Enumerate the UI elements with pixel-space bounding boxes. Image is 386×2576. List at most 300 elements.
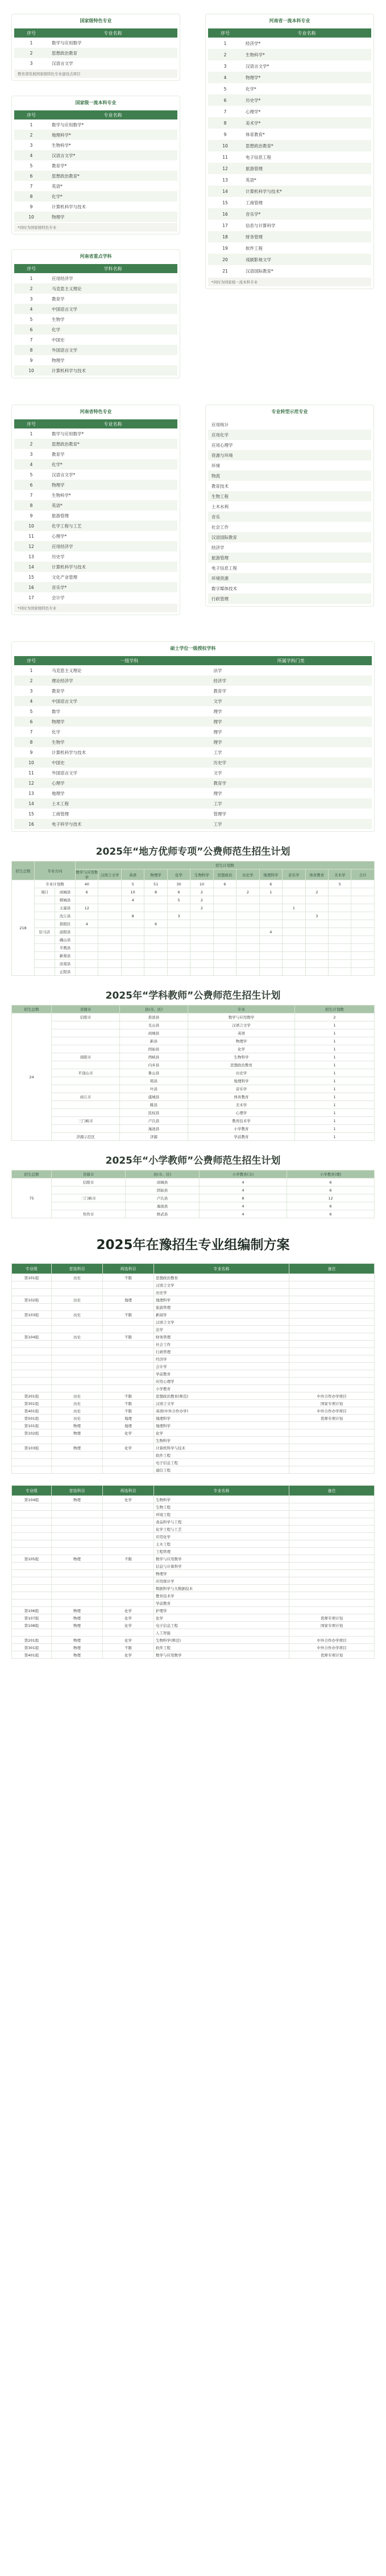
list-item <box>208 460 371 471</box>
table-cell: 应用化学 <box>208 430 371 440</box>
table-cell <box>305 896 328 904</box>
table-cell: 应用经济学 <box>48 541 177 551</box>
table-cell: 10 <box>14 212 48 222</box>
table-cell <box>103 1348 154 1355</box>
table-row <box>14 665 372 675</box>
table-cell: 马克思主义理论 <box>52 667 82 673</box>
national-featured-card <box>11 14 180 81</box>
table-cell <box>289 1511 375 1518</box>
table-row <box>12 1178 375 1186</box>
table-row <box>12 1622 375 1629</box>
table-cell <box>259 960 282 968</box>
table-cell: 新闻学 <box>154 1311 289 1318</box>
table-cell: 1 <box>295 1045 375 1053</box>
table-cell: 音乐学 <box>283 869 305 880</box>
table-cell <box>98 880 121 888</box>
table-cell <box>289 1518 375 1526</box>
table-cell: 物理 <box>52 1607 103 1614</box>
table-cell: 优师专项计划 <box>289 1651 375 1659</box>
table-row <box>12 1637 375 1644</box>
table-cell: 8 <box>208 117 242 129</box>
table-cell: 8 <box>144 888 167 896</box>
table-row <box>208 197 371 208</box>
table-cell <box>289 1311 375 1318</box>
table-cell: 15 <box>28 574 34 580</box>
column-header: 所属学科门类 <box>210 656 372 665</box>
table-cell: 英语 <box>121 869 144 880</box>
table-cell: 学前教育 <box>154 1370 289 1378</box>
table-cell <box>52 1037 120 1045</box>
table-cell: 14 <box>14 562 48 572</box>
table-cell: 郸城县 <box>55 896 76 904</box>
table-cell <box>167 960 190 968</box>
table-cell: 体育教育 <box>305 869 328 880</box>
table-cell: 物理 <box>52 1644 103 1651</box>
table-cell <box>213 888 236 896</box>
table-cell: 6 <box>167 888 190 896</box>
table-cell <box>52 1125 120 1133</box>
table-cell: 第104组 <box>12 1333 52 1341</box>
table-row <box>12 1607 375 1614</box>
column-header: 序号 <box>208 28 242 38</box>
table-cell: 7 <box>30 729 33 735</box>
card-title: 硕士学位一级授权学科 <box>170 646 216 651</box>
table-cell <box>52 1085 120 1093</box>
table-row <box>14 459 177 469</box>
table-cell <box>236 912 259 920</box>
table-row <box>14 706 372 716</box>
table-row <box>12 1370 375 1378</box>
table-row <box>14 365 177 376</box>
table-row <box>12 1029 375 1037</box>
table-cell <box>52 1540 103 1548</box>
table-cell: 21 <box>222 268 228 274</box>
table-cell <box>12 1452 52 1459</box>
table-cell <box>52 1370 103 1378</box>
table-cell <box>52 1526 103 1533</box>
table-cell: 汉语言文学* <box>246 63 269 69</box>
table-cell: 音乐学 <box>188 1085 295 1093</box>
table-cell: 3 <box>30 142 33 148</box>
table-cell: 第301组 <box>12 1400 52 1407</box>
table-cell <box>76 960 98 968</box>
card-title: 专业转型示范专业 <box>271 409 308 414</box>
table-cell: 1 <box>295 1037 375 1045</box>
table-cell <box>98 912 121 920</box>
table-row <box>14 345 177 355</box>
table-cell <box>190 968 213 976</box>
table-cell <box>289 1296 375 1304</box>
table-cell: 地理科学* <box>48 130 177 140</box>
column-header: 首选科目 <box>52 1486 103 1496</box>
table-cell: 5 <box>30 472 33 477</box>
table-cell: 4 <box>14 459 48 469</box>
table-cell <box>289 1533 375 1540</box>
table-cell <box>12 1281 52 1289</box>
table-cell: 电子信息工程 <box>246 154 271 160</box>
table-cell <box>167 904 190 912</box>
table-row <box>14 768 372 778</box>
table-cell: 8 <box>14 737 48 747</box>
table-cell <box>52 1533 103 1540</box>
column-header: 备注 <box>289 1486 375 1496</box>
table-cell: 10 <box>14 521 48 531</box>
table-cell: 历史 <box>52 1296 103 1304</box>
table-cell: 第104组 <box>12 1496 52 1503</box>
table-cell <box>259 952 282 960</box>
table-cell <box>52 1563 103 1570</box>
table-cell: 中国史 <box>52 337 65 343</box>
table-cell <box>98 920 121 928</box>
table-cell <box>52 1326 103 1333</box>
table-cell: 正阳县 <box>55 968 76 976</box>
table-cell: 理学 <box>213 729 222 735</box>
table-row <box>208 83 371 94</box>
table-cell <box>283 888 305 896</box>
table-cell <box>289 1274 375 1281</box>
table-cell <box>103 1600 154 1607</box>
table-row <box>14 304 177 314</box>
column-header: 招生总数 <box>12 1005 52 1013</box>
table-cell: 环境资源 <box>208 573 371 583</box>
table-cell: 第102组 <box>12 1429 52 1437</box>
table-cell <box>289 1333 375 1341</box>
table-row <box>208 72 371 83</box>
table-row <box>14 562 177 572</box>
table-cell: 化学* <box>48 459 177 469</box>
table-row <box>12 1555 375 1563</box>
table-cell: 法学 <box>154 1326 289 1333</box>
table-cell <box>12 1304 52 1311</box>
table-cell: 思想政治教育 <box>48 48 177 58</box>
table-cell <box>52 1289 103 1296</box>
table-cell: 卢氏县 <box>120 1117 188 1125</box>
table-cell <box>289 1452 375 1459</box>
table-cell <box>305 944 328 952</box>
right-column <box>205 14 374 304</box>
table-cell <box>283 944 305 952</box>
table-cell: 经济学 <box>211 545 225 550</box>
table-cell: 生物工程 <box>154 1503 289 1511</box>
table-cell: 第501组 <box>12 1415 52 1422</box>
table-cell: 外国语言文学 <box>48 345 177 355</box>
table-row <box>14 130 177 140</box>
table-cell <box>289 1355 375 1363</box>
table-cell: 1 <box>295 1125 375 1133</box>
table-cell: 第107组 <box>12 1614 52 1622</box>
table-cell: 通信工程 <box>154 1466 289 1474</box>
table-cell <box>12 1577 52 1585</box>
table-row <box>14 737 372 747</box>
table-cell: 6 <box>213 880 236 888</box>
table-cell <box>103 1378 154 1385</box>
table-row <box>12 1422 375 1429</box>
table-cell <box>98 968 121 976</box>
column-header: 再选科目 <box>103 1486 154 1496</box>
table-cell: 6 <box>287 1186 375 1194</box>
table-cell: 9 <box>30 357 33 363</box>
table-cell <box>52 1101 120 1109</box>
table-row <box>12 1540 375 1548</box>
table-cell: 音乐 <box>208 512 371 522</box>
column-header: 专业名称 <box>154 1264 289 1274</box>
table-cell <box>52 1077 120 1085</box>
table-cell: 2 <box>14 130 48 140</box>
table-cell: 经济学* <box>246 40 261 46</box>
table-cell: 1 <box>295 1101 375 1109</box>
table-row <box>208 163 371 174</box>
table-cell <box>289 1326 375 1333</box>
table-row <box>12 1437 375 1444</box>
table-cell: 地理 <box>103 1296 154 1304</box>
table-cell: 商城县 <box>120 1029 188 1037</box>
table-cell <box>289 1629 375 1637</box>
table-row <box>14 355 177 365</box>
table-cell: 4 <box>200 1210 287 1218</box>
list-item <box>208 491 371 501</box>
table-cell: 管理学 <box>213 811 226 817</box>
table-cell <box>236 944 259 952</box>
table-cell: 汉语言文学* <box>48 150 177 160</box>
table-row <box>12 936 375 944</box>
table-cell: 历史 <box>52 1415 103 1422</box>
table-cell: 3 <box>305 912 328 920</box>
table-cell <box>190 952 213 960</box>
list-item <box>208 440 371 450</box>
table-cell <box>289 1370 375 1378</box>
table-row <box>208 151 371 163</box>
table-cell <box>103 1385 154 1392</box>
table-cell: 音乐学* <box>242 208 371 220</box>
table-row <box>14 696 372 706</box>
table-cell: 教育学 <box>213 688 226 694</box>
table-cell <box>12 1370 52 1378</box>
table-cell <box>52 1452 103 1459</box>
table-row <box>12 1600 375 1607</box>
table-cell <box>103 1518 154 1526</box>
table-cell <box>12 1437 52 1444</box>
table-cell <box>103 1577 154 1585</box>
table-cell: 第103组 <box>12 1444 52 1452</box>
table-cell <box>289 1570 375 1577</box>
table-cell <box>98 936 121 944</box>
table-cell: 商丘市 <box>52 1093 120 1101</box>
table-cell: 6 <box>287 1178 375 1186</box>
table-cell: 2 <box>14 675 48 686</box>
table-cell: 5 <box>328 880 351 888</box>
table-cell: 7 <box>30 492 33 498</box>
table-cell: 历史学* <box>242 94 371 106</box>
table-cell: 郏县 <box>120 1077 188 1085</box>
list-item <box>208 593 371 604</box>
table-cell <box>52 1503 103 1511</box>
table-row <box>14 531 177 541</box>
table-cell: 工学 <box>210 819 372 829</box>
table-cell: 法学 <box>213 667 222 673</box>
table-cell <box>259 912 282 920</box>
table-cell: 4 <box>14 696 48 706</box>
column-header: 序号 <box>14 264 48 273</box>
table-row <box>12 1109 375 1117</box>
column-header: 专业名称 <box>48 28 177 38</box>
table-cell: 工学 <box>210 798 372 809</box>
table-cell: 物理 <box>52 1444 103 1452</box>
table-cell: 文学 <box>210 696 372 706</box>
table-cell: 化学 <box>103 1429 154 1437</box>
table-cell: 美术学 <box>188 1101 295 1109</box>
table-cell <box>35 968 55 976</box>
table-cell: 12 <box>14 541 48 551</box>
table-cell <box>35 936 55 944</box>
table-cell: 51 <box>144 880 167 888</box>
table-cell: 6 <box>287 1202 375 1210</box>
table-row <box>12 1577 375 1585</box>
table-cell: 民权县 <box>120 1109 188 1117</box>
plan1-table <box>11 861 375 976</box>
table-cell: 数学与应用数学 <box>188 1013 295 1021</box>
table-cell: 工商管理 <box>52 811 69 817</box>
table-cell <box>259 920 282 928</box>
table-cell: 物理 <box>52 1422 103 1429</box>
table-cell <box>289 1503 375 1511</box>
table-cell <box>12 1466 52 1474</box>
table-row <box>12 1077 375 1085</box>
table-cell <box>289 1607 375 1614</box>
table-cell: 9 <box>30 204 33 209</box>
table-cell: 电子信息工程 <box>154 1622 289 1629</box>
table-row <box>12 1518 375 1526</box>
table-cell: 第401组 <box>12 1407 52 1415</box>
table-cell <box>213 904 236 912</box>
table-row <box>12 1614 375 1622</box>
table-row <box>208 117 371 129</box>
table-cell: 汉语言文学 <box>98 869 121 880</box>
table-cell: 2 <box>190 896 213 904</box>
table-cell: 周口 <box>35 888 55 896</box>
table-row <box>208 38 371 49</box>
table-cell: 生物学 <box>52 316 65 322</box>
table-cell: 应用心理学 <box>154 1378 289 1385</box>
table-row <box>14 324 177 335</box>
list-item <box>208 532 371 542</box>
table-cell: 英语* <box>52 183 63 189</box>
table-cell <box>35 904 55 912</box>
table-cell: 人工智能 <box>154 1629 289 1637</box>
table-cell <box>35 952 55 960</box>
table-cell: 3 <box>30 60 33 66</box>
table-cell: 济源示范区 <box>52 1133 120 1141</box>
table-cell: 12 <box>287 1194 375 1202</box>
table-row <box>12 1274 375 1281</box>
table-row <box>14 38 177 48</box>
table-cell <box>289 1289 375 1296</box>
table-row <box>12 1085 375 1093</box>
table-row <box>12 1013 375 1021</box>
plan3-title: 2025年“小学教师”公费师范生招生计划 <box>105 1155 281 1167</box>
column-header: 省辖市 <box>52 1170 126 1178</box>
table-cell: 思想政治 <box>213 869 236 880</box>
table-cell <box>121 968 144 976</box>
table-cell <box>213 896 236 904</box>
table-cell <box>103 1540 154 1548</box>
table-row <box>208 254 371 265</box>
table-cell: 数学与应用数学* <box>52 122 84 127</box>
table-row <box>12 1348 375 1355</box>
table-cell <box>103 1563 154 1570</box>
table-cell: 体育教育 <box>188 1093 295 1101</box>
table-cell <box>103 1585 154 1592</box>
table-row <box>12 1194 375 1202</box>
table-cell: 6 <box>287 1210 375 1218</box>
table-cell <box>289 1496 375 1503</box>
table-cell <box>213 928 236 936</box>
table-cell: 化学 <box>103 1607 154 1614</box>
column-header: 小学教育(理) <box>287 1170 375 1178</box>
table-cell: 鲁山县 <box>120 1069 188 1077</box>
table-row <box>14 490 177 500</box>
table-cell: 9 <box>30 749 33 755</box>
table-cell: 中外合作办学项目 <box>289 1407 375 1415</box>
table-cell: 15 <box>222 200 228 205</box>
table-cell: 4 <box>208 72 242 83</box>
table-cell: 护理学 <box>154 1607 289 1614</box>
table-cell: 体育教育* <box>246 131 265 137</box>
table-cell: 英语 <box>188 1029 295 1037</box>
table-cell: 旅游管理 <box>52 513 69 518</box>
table-cell: 财务管理 <box>154 1333 289 1341</box>
table-cell <box>103 1281 154 1289</box>
table-cell <box>103 1459 154 1466</box>
list-item <box>208 481 371 491</box>
table-cell <box>236 968 259 976</box>
table-cell: 理学 <box>213 708 222 714</box>
table-row <box>14 500 177 510</box>
table-cell: 1 <box>295 1021 375 1029</box>
table-cell: 不限 <box>103 1274 154 1281</box>
table-cell <box>12 1341 52 1348</box>
table-cell: 修武县 <box>126 1210 200 1218</box>
table-row <box>14 551 177 562</box>
table-cell: 西峡县 <box>120 1053 188 1061</box>
table-cell <box>52 1061 120 1069</box>
table-cell: 理学 <box>210 716 372 727</box>
table-cell: 1 <box>295 1117 375 1125</box>
table-row <box>208 231 371 242</box>
table-cell: 思想政治教育 <box>188 1061 295 1069</box>
table-cell: 资源与环境 <box>208 450 371 460</box>
table-cell <box>12 1511 52 1518</box>
table-cell: 30 <box>167 880 190 888</box>
table-cell: 1 <box>295 1133 375 1141</box>
table-cell <box>289 1540 375 1548</box>
table-row <box>12 1326 375 1333</box>
table-cell: 化学 <box>154 1429 289 1437</box>
table-row <box>14 778 372 788</box>
table-cell <box>190 936 213 944</box>
table-cell <box>103 1370 154 1378</box>
table-row <box>12 1125 375 1133</box>
table-cell <box>213 912 236 920</box>
table-cell: 11 <box>222 154 228 160</box>
table-row <box>12 944 375 952</box>
column-header: 学科名称 <box>48 264 177 273</box>
table-cell: 英语(中外合作办学) <box>154 1407 289 1415</box>
table-row <box>14 480 177 490</box>
column-header: 再选科目 <box>103 1264 154 1274</box>
column-header: 招生计划数 <box>295 1005 375 1013</box>
table-cell: 物理 <box>52 1622 103 1629</box>
table-cell: 信息与计算科学 <box>246 222 276 228</box>
